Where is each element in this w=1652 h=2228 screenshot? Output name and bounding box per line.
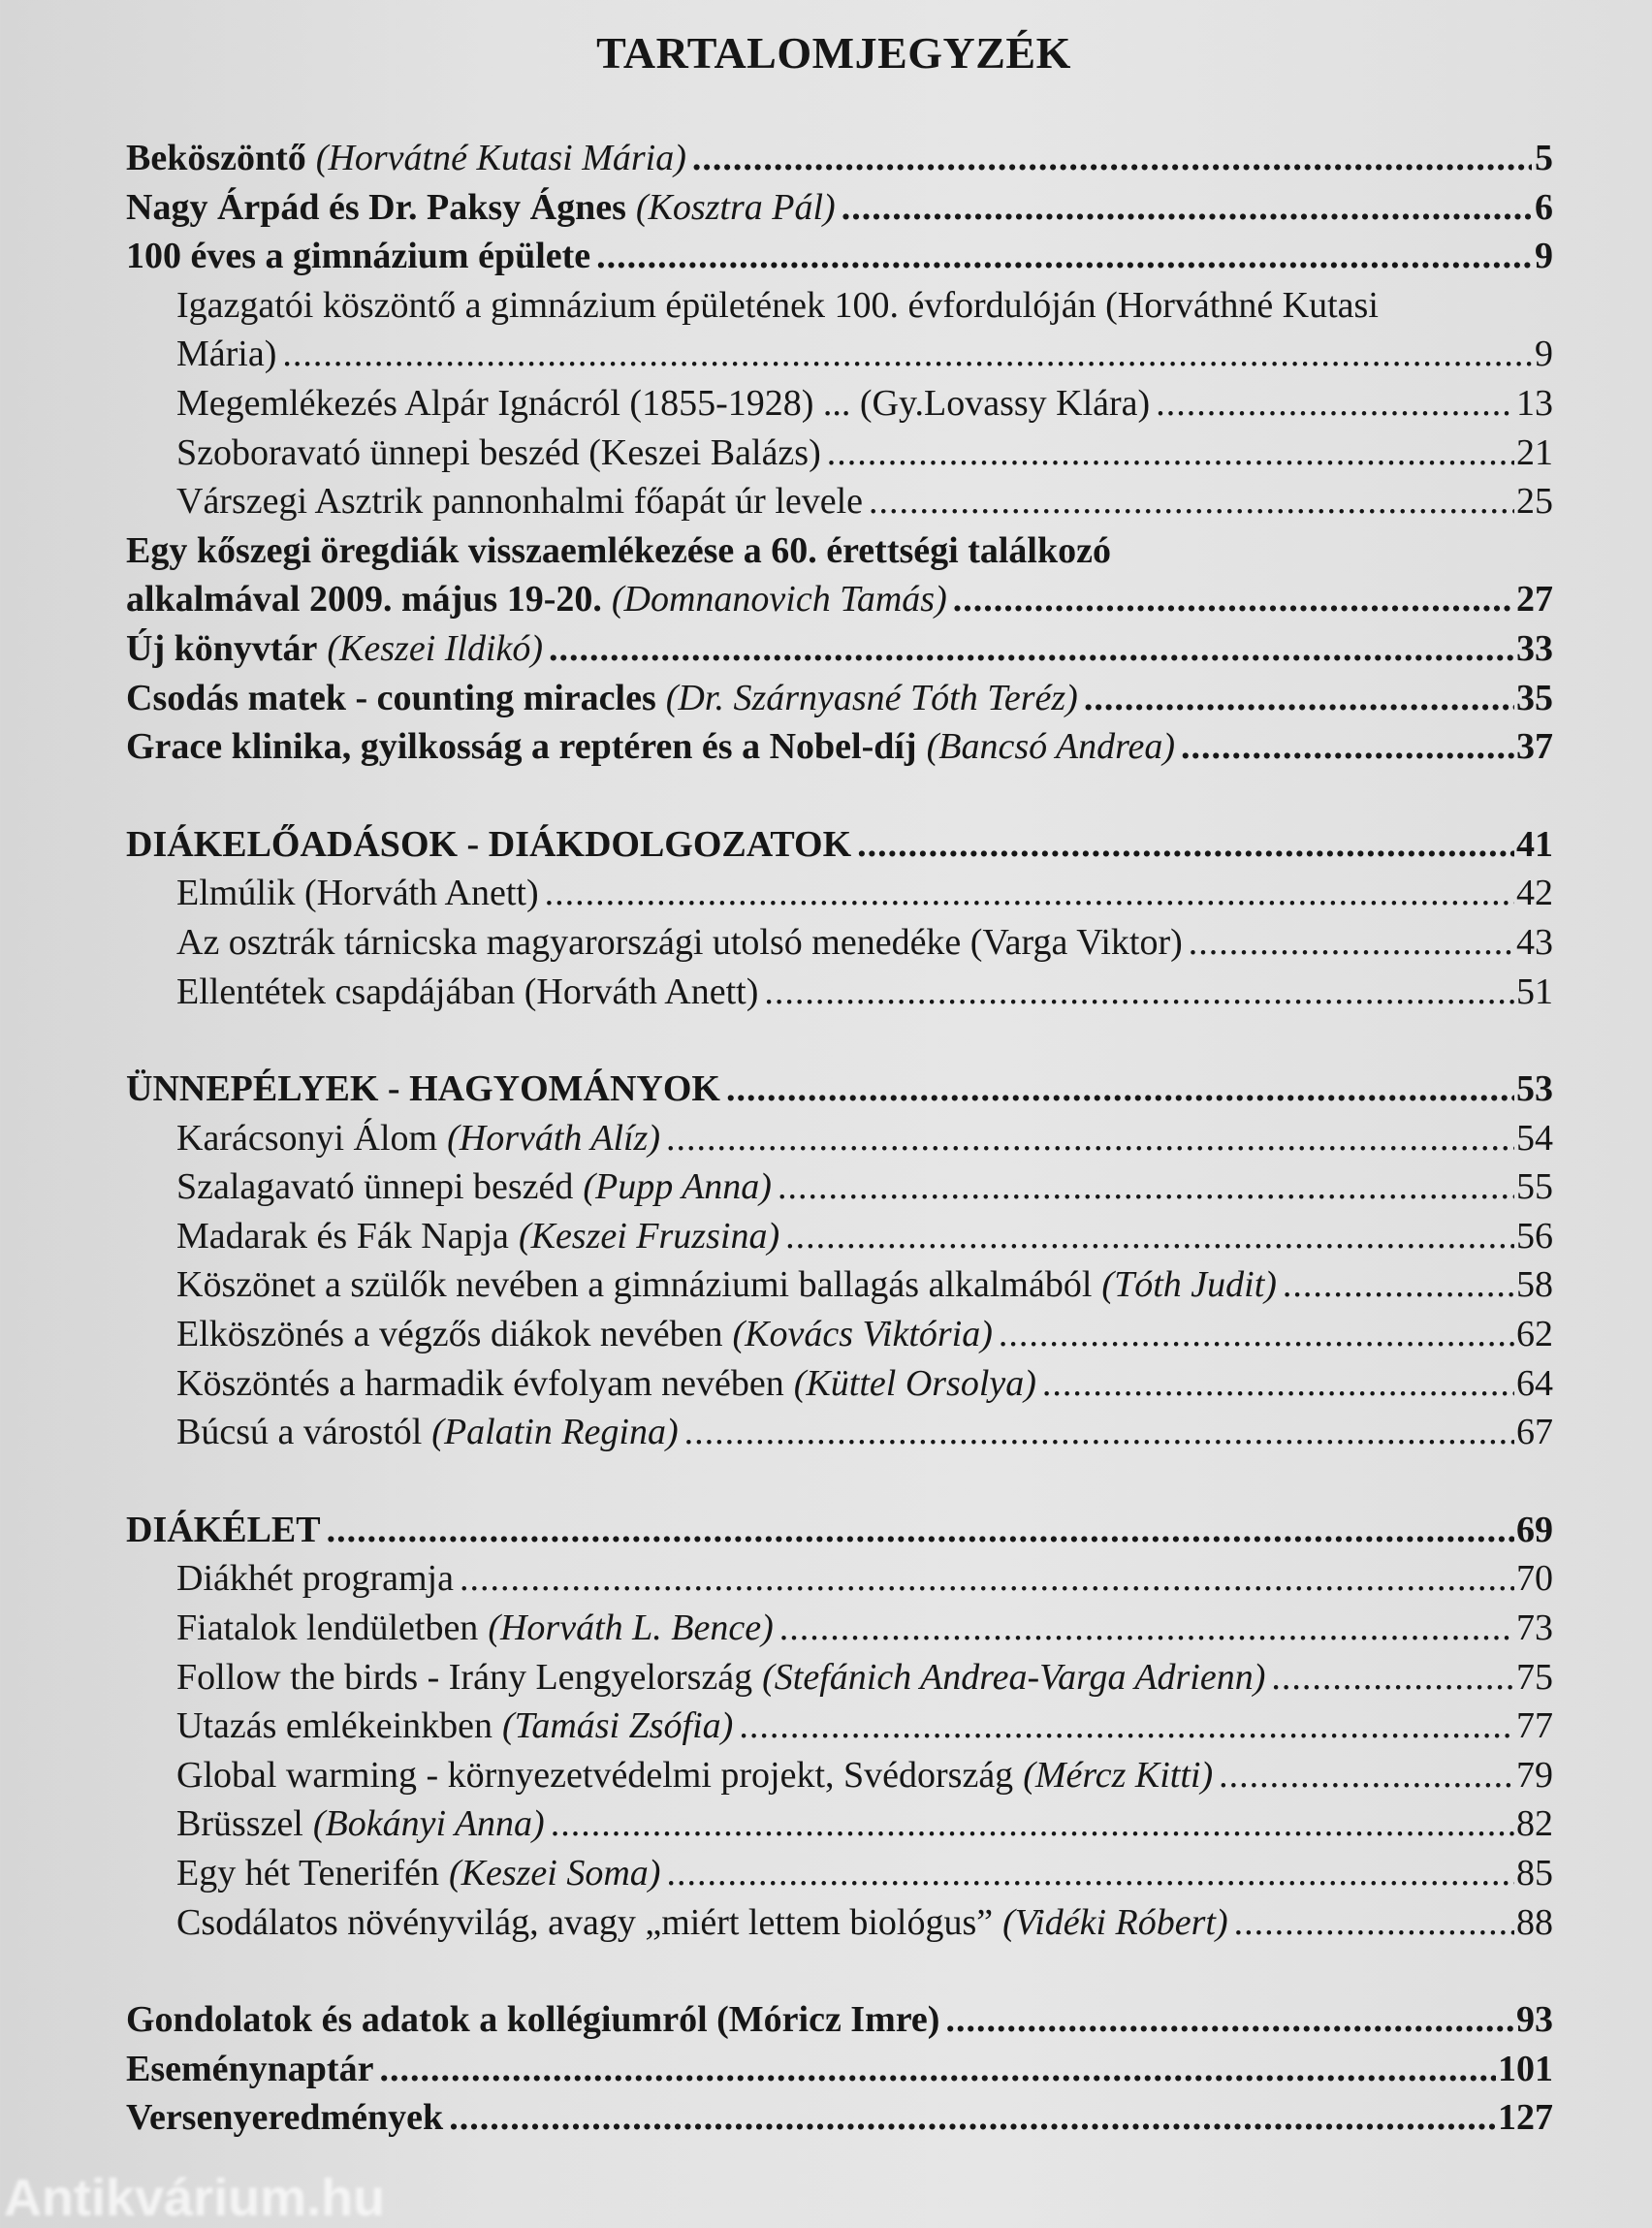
page-number: 33 <box>1516 627 1553 669</box>
entry-title: DIÁKELŐADÁSOK - DIÁKDOLGOZATOK <box>126 823 852 865</box>
entry-author: (Tóth Judit) <box>1101 1264 1277 1306</box>
toc-subentry[interactable] <box>126 1310 1553 1359</box>
page-number: 82 <box>1516 1803 1553 1845</box>
page-number: 77 <box>1516 1705 1553 1747</box>
dot-leader <box>1156 379 1514 429</box>
dot-leader <box>379 2045 1496 2094</box>
dot-leader <box>764 968 1514 1017</box>
entry-author: (Keszei Fruzsina) <box>518 1215 780 1257</box>
entry-title: Csodálatos növényvilág, avagy „miért lettem biológus” <box>176 1901 994 1943</box>
entry-title: Brüsszel <box>176 1803 303 1845</box>
dot-leader <box>778 1162 1514 1212</box>
entry-title: Global warming - környezetvédelmi projekt, Svédország <box>176 1754 1014 1796</box>
page-number: 5 <box>1535 138 1553 178</box>
page-number: 70 <box>1516 1558 1553 1600</box>
entry-author: (Horváth L. Bence) <box>488 1607 774 1649</box>
toc-entry[interactable] <box>126 1065 1553 1114</box>
toc-entry[interactable] <box>126 624 1553 674</box>
page-number: 79 <box>1516 1754 1553 1796</box>
entry-title: Madarak és Fák Napja <box>176 1215 509 1257</box>
table-of-contents <box>126 134 1553 2143</box>
entry-title: Köszöntés a harmadik évfolyam nevében <box>176 1362 784 1404</box>
page-number: 101 <box>1498 2048 1553 2089</box>
page-number: 54 <box>1516 1117 1553 1159</box>
dot-leader <box>1084 674 1514 723</box>
page-number: 88 <box>1516 1901 1553 1943</box>
page-number: 51 <box>1516 971 1553 1012</box>
page-number: 35 <box>1516 677 1553 718</box>
entry-author: (Palatin Regina) <box>431 1412 679 1453</box>
toc-entry[interactable] <box>126 1506 1553 1555</box>
toc-entry[interactable] <box>126 526 1553 576</box>
entry-title: Beköszöntő <box>126 138 306 178</box>
entry-title: Nagy Árpád és Dr. Paksy Ágnes <box>126 186 626 228</box>
toc-subentry[interactable] <box>126 1554 1553 1604</box>
page-number: 6 <box>1535 186 1553 228</box>
page-number: 27 <box>1516 579 1553 621</box>
toc-subentry[interactable] <box>126 968 1553 1017</box>
toc-subentry[interactable] <box>126 1799 1553 1849</box>
dot-leader <box>1234 1898 1514 1948</box>
entry-title: Gondolatok és adatok a kollégiumról (Móricz Imre) <box>126 1999 940 2041</box>
entry-title: Karácsonyi Álom <box>176 1117 438 1159</box>
page-number: 58 <box>1516 1264 1553 1306</box>
toc-subentry[interactable] <box>126 1359 1553 1409</box>
entry-title: DIÁKÉLET <box>126 1509 321 1550</box>
entry-title: Új könyvtár <box>126 627 318 669</box>
toc-subentry[interactable] <box>126 1898 1553 1948</box>
page-number: 43 <box>1516 921 1553 963</box>
page-number: 9 <box>1535 236 1553 277</box>
page-number: 73 <box>1516 1607 1553 1649</box>
toc-entry[interactable] <box>126 575 1553 624</box>
dot-leader <box>842 183 1532 233</box>
dot-leader <box>999 1310 1514 1359</box>
toc-entry[interactable] <box>126 2093 1553 2143</box>
toc-subentry[interactable] <box>126 1702 1553 1751</box>
dot-leader <box>1283 1260 1514 1310</box>
entry-author: (Mércz Kitti) <box>1023 1754 1214 1796</box>
entry-title: Egy kőszegi öregdiák visszaemlékezése a 60. érettségi találkozó <box>126 529 1111 571</box>
dot-leader <box>449 2093 1496 2143</box>
entry-title: ÜNNEPÉLYEK - HAGYOMÁNYOK <box>126 1068 720 1110</box>
entry-title: Csodás matek - counting miracles <box>126 677 656 718</box>
toc-subentry[interactable] <box>126 1260 1553 1310</box>
toc-subentry[interactable] <box>126 429 1553 478</box>
page-number: 85 <box>1516 1853 1553 1894</box>
entry-title: Egy hét Tenerifén <box>176 1853 439 1894</box>
page-number: 53 <box>1516 1068 1553 1110</box>
dot-leader <box>549 624 1514 674</box>
entry-title: 100 éves a gimnázium épülete <box>126 236 591 277</box>
dot-leader <box>684 1408 1514 1457</box>
entry-author: (Horváth Alíz) <box>447 1117 661 1159</box>
entry-author: (Kosztra Pál) <box>635 186 836 228</box>
section-spacer <box>126 1457 1553 1506</box>
page-number: 9 <box>1535 334 1553 375</box>
page-number: 21 <box>1516 431 1553 473</box>
toc-subentry[interactable] <box>126 281 1553 331</box>
dot-leader <box>739 1702 1514 1751</box>
page-title: TARTALOMJEGYZÉK <box>596 28 1071 78</box>
entry-title: Az osztrák tárnicska magyarországi utolsó menedéke (Varga Viktor) <box>176 921 1183 963</box>
entry-author: (Vidéki Róbert) <box>1002 1901 1228 1943</box>
entry-author: (Keszei Soma) <box>448 1853 661 1894</box>
toc-entry[interactable] <box>126 722 1553 772</box>
watermark: Antikvárium.hu <box>4 2169 386 2227</box>
entry-title: Megemlékezés Alpár Ignácról (1855-1928) ... (Gy.Lovassy Klára) <box>176 382 1151 424</box>
dot-leader <box>953 575 1514 624</box>
entry-title: Mária) <box>176 334 277 375</box>
toc-subentry[interactable] <box>126 918 1553 968</box>
entry-title: Igazgatói köszöntő a gimnázium épületének 100. évfordulóján (Horváthné Kutasi <box>176 284 1379 326</box>
toc-entry[interactable] <box>126 1995 1553 2045</box>
entry-author: (Küttel Orsolya) <box>793 1362 1036 1404</box>
section-spacer <box>126 772 1553 820</box>
entry-title: Versenyeredmények <box>126 2097 444 2139</box>
page-number: 25 <box>1516 481 1553 523</box>
entry-author: (Horvátné Kutasi Mária) <box>315 138 686 178</box>
entry-title: Follow the birds - Irány Lengyelország <box>176 1656 753 1698</box>
toc-subentry[interactable] <box>126 869 1553 918</box>
dot-leader <box>869 477 1514 526</box>
dot-leader <box>945 1995 1514 2045</box>
page-number: 41 <box>1516 823 1553 865</box>
dot-leader <box>282 330 1532 379</box>
page-number: 55 <box>1516 1166 1553 1208</box>
dot-leader <box>827 429 1514 478</box>
entry-title: Köszönet a szülők nevében a gimnáziumi ballagás alkalmából <box>176 1264 1093 1306</box>
entry-title: Fiatalok lendületben <box>176 1607 479 1649</box>
page-number: 127 <box>1498 2097 1553 2139</box>
entry-title: Utazás emlékeinkben <box>176 1705 493 1747</box>
entry-title: Szalagavató ünnepi beszéd <box>176 1166 574 1208</box>
toc-subentry[interactable] <box>126 1114 1553 1163</box>
toc-subentry[interactable] <box>126 379 1553 429</box>
dot-leader <box>460 1554 1514 1604</box>
toc-subentry[interactable] <box>126 1604 1553 1653</box>
entry-author: (Tamási Zsófia) <box>502 1705 734 1747</box>
dot-leader <box>1181 722 1514 772</box>
toc-entry[interactable] <box>126 183 1553 233</box>
dot-leader <box>666 1849 1514 1898</box>
dot-leader <box>785 1212 1514 1261</box>
entry-title: Elmúlik (Horváth Anett) <box>176 873 539 914</box>
dot-leader <box>726 1065 1514 1114</box>
page-number: 37 <box>1516 726 1553 768</box>
toc-subentry[interactable] <box>126 1408 1553 1457</box>
entry-title: Ellentétek csapdájában (Horváth Anett) <box>176 971 759 1012</box>
entry-title: Búcsú a várostól <box>176 1412 423 1453</box>
toc-entry[interactable] <box>126 674 1553 723</box>
dot-leader <box>1271 1653 1514 1703</box>
dot-leader <box>545 869 1514 918</box>
page-number: 93 <box>1516 1999 1553 2041</box>
entry-author: (Domnanovich Tamás) <box>611 579 947 621</box>
toc-entry[interactable] <box>126 820 1553 870</box>
dot-leader <box>596 232 1532 281</box>
page-number: 42 <box>1516 873 1553 914</box>
dot-leader <box>551 1799 1514 1849</box>
entry-author: (Bancsó Andrea) <box>926 726 1176 768</box>
dot-leader <box>1042 1359 1514 1409</box>
entry-author: (Kovács Viktória) <box>732 1314 993 1355</box>
entry-title: Grace klinika, gyilkosság a reptéren és a Nobel-díj <box>126 726 917 768</box>
dot-leader <box>779 1604 1514 1653</box>
entry-title: Diákhét programja <box>176 1558 454 1600</box>
page-number: 13 <box>1516 382 1553 424</box>
toc-entry[interactable] <box>126 134 1553 183</box>
entry-author: (Keszei Ildikó) <box>327 627 544 669</box>
toc-entry[interactable] <box>126 2045 1553 2094</box>
toc-subentry[interactable] <box>126 477 1553 526</box>
dot-leader <box>857 820 1514 870</box>
page-number: 64 <box>1516 1362 1553 1404</box>
page-number: 69 <box>1516 1509 1553 1550</box>
toc-subentry[interactable] <box>126 330 1553 379</box>
toc-entry[interactable] <box>126 232 1553 281</box>
dot-leader <box>1189 918 1514 968</box>
entry-author: (Pupp Anna) <box>583 1166 772 1208</box>
toc-subentry[interactable] <box>126 1653 1553 1703</box>
dot-leader <box>666 1114 1514 1163</box>
dot-leader <box>327 1506 1514 1555</box>
entry-title: Szoboravató ünnepi beszéd (Keszei Balázs) <box>176 431 821 473</box>
toc-subentry[interactable] <box>126 1162 1553 1212</box>
page-number: 75 <box>1516 1656 1553 1698</box>
dot-leader <box>1219 1751 1514 1800</box>
section-spacer <box>126 1947 1553 1995</box>
entry-author: (Dr. Szárnyasné Tóth Teréz) <box>665 677 1078 718</box>
entry-title: alkalmával 2009. május 19-20. <box>126 579 602 621</box>
section-spacer <box>126 1016 1553 1065</box>
toc-subentry[interactable] <box>126 1751 1553 1800</box>
page-number: 62 <box>1516 1314 1553 1355</box>
entry-author: (Stefánich Andrea-Varga Adrienn) <box>762 1656 1266 1698</box>
entry-title: Elköszönés a végzős diákok nevében <box>176 1314 723 1355</box>
entry-title: Várszegi Asztrik pannonhalmi főapát úr levele <box>176 481 864 523</box>
dot-leader <box>692 134 1532 183</box>
toc-subentry[interactable] <box>126 1849 1553 1898</box>
entry-title: Eseménynaptár <box>126 2048 374 2089</box>
page-number: 56 <box>1516 1215 1553 1257</box>
entry-author: (Bokányi Anna) <box>312 1803 545 1845</box>
toc-subentry[interactable] <box>126 1212 1553 1261</box>
page-number: 67 <box>1516 1412 1553 1453</box>
